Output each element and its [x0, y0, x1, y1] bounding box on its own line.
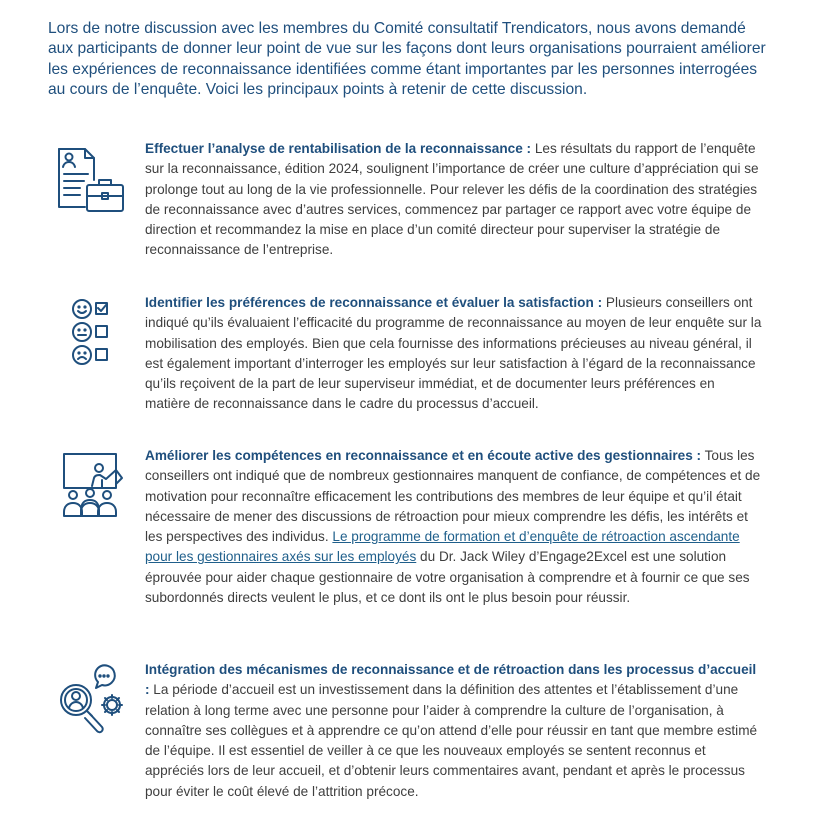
section-text	[145, 446, 763, 608]
onboarding-search-gear-icon	[54, 662, 128, 736]
satisfaction-survey-icon	[54, 295, 128, 369]
section-body: Tous les conseillers ont indiqué que de nombreux gestionnaires manquent de confiance, de compétences et de motivation pour reconnaître efficacement les contributions des membres de leur équipe et qu’il était nécessaire de mener des discussions de rétroaction pour mieux comprendre les défis, les intérêts et les perspectives des individus.	[145, 448, 761, 544]
section-body: Les résultats du rapport de l’enquête sur la reconnaissance, édition 2024, soulignent l’importance de créer une culture d’appréciation qui se prolonge tout au long de la vie professionnelle. Pour relever les défis de la coordination des stratégies de reconnaissance avec d’autres services, commencez par partager ce rapport avec votre équipe de direction et recommandez la mise en place d’un comité directeur pour superviser la stratégie de reconnaissance de l’entreprise.	[145, 141, 759, 258]
document-briefcase-icon	[54, 143, 128, 217]
training-presentation-icon	[54, 450, 128, 524]
section-body-continued: du Dr. Jack Wiley d’Engage2Excel est une solution éprouvée pour aider chaque gestionnaire de votre organisation à comprendre et à fournir ce que ses subordonnés directs veulent le plus, et ce dont ils ont le plus besoin pour réussir.	[145, 549, 750, 605]
section-body: La période d’accueil est un investissement dans la définition des attentes et l’établissement d’une relation à long terme avec une personne pour l’aider à comprendre la culture de l’organisation, à connaître ses collègues et à apprendre ce qu’on attend d’elle pour réussir en tant que membre estimé de l’équipe. Il est essentiel de veiller à ce que les nouveaux employés se sentent reconnus et appréciés lors de leur accueil, et d’obtenir leurs commentaires avant, pendant et après le processus pour éviter le coût élevé de l’attrition précoce.	[145, 682, 758, 799]
section-heading: Effectuer l’analyse de rentabilisation de la reconnaissance :	[145, 141, 532, 156]
training-program-link[interactable]: Le programme de formation et d’enquête de rétroaction ascendante pour les gestionnaires axés sur les employés	[145, 529, 740, 565]
section-heading: Améliorer les compétences en reconnaissance et en écoute active des gestionnaires :	[145, 448, 702, 463]
section-heading: Identifier les préférences de reconnaissance et évaluer la satisfaction :	[145, 295, 603, 310]
section-body: Plusieurs conseillers ont indiqué qu’ils évaluaient l’efficacité du programme de reconnaissance au moyen de leur enquête sur la mobilisation des employés. Bien que cela fournisse des informations précieuses au niveau général, il est également important d’interroger les employés sur leur satisfaction à l’égard de la reconnaissance qu’ils reçoivent de la part de leur superviseur immédiat, et de documenter leurs préférences en matière de reconnaissance dans le cadre du processus d’accueil.	[145, 295, 762, 412]
section-text	[145, 139, 763, 261]
section-heading: Intégration des mécanismes de reconnaissance et de rétroaction dans les processus d’accueil :	[145, 662, 757, 698]
intro-paragraph: Lors de notre discussion avec les membres du Comité consultatif Trendicators, nous avons demandé aux participants de donner leur point de vue sur les façons dont leurs organisations pourraient améliorer les expériences de reconnaissance identifiées comme étant importantes par les personnes interrogées au cours de l’enquête. Voici les principaux points à retenir de cette discussion.	[48, 20, 766, 98]
section-text	[145, 293, 763, 415]
section-text	[145, 660, 763, 802]
